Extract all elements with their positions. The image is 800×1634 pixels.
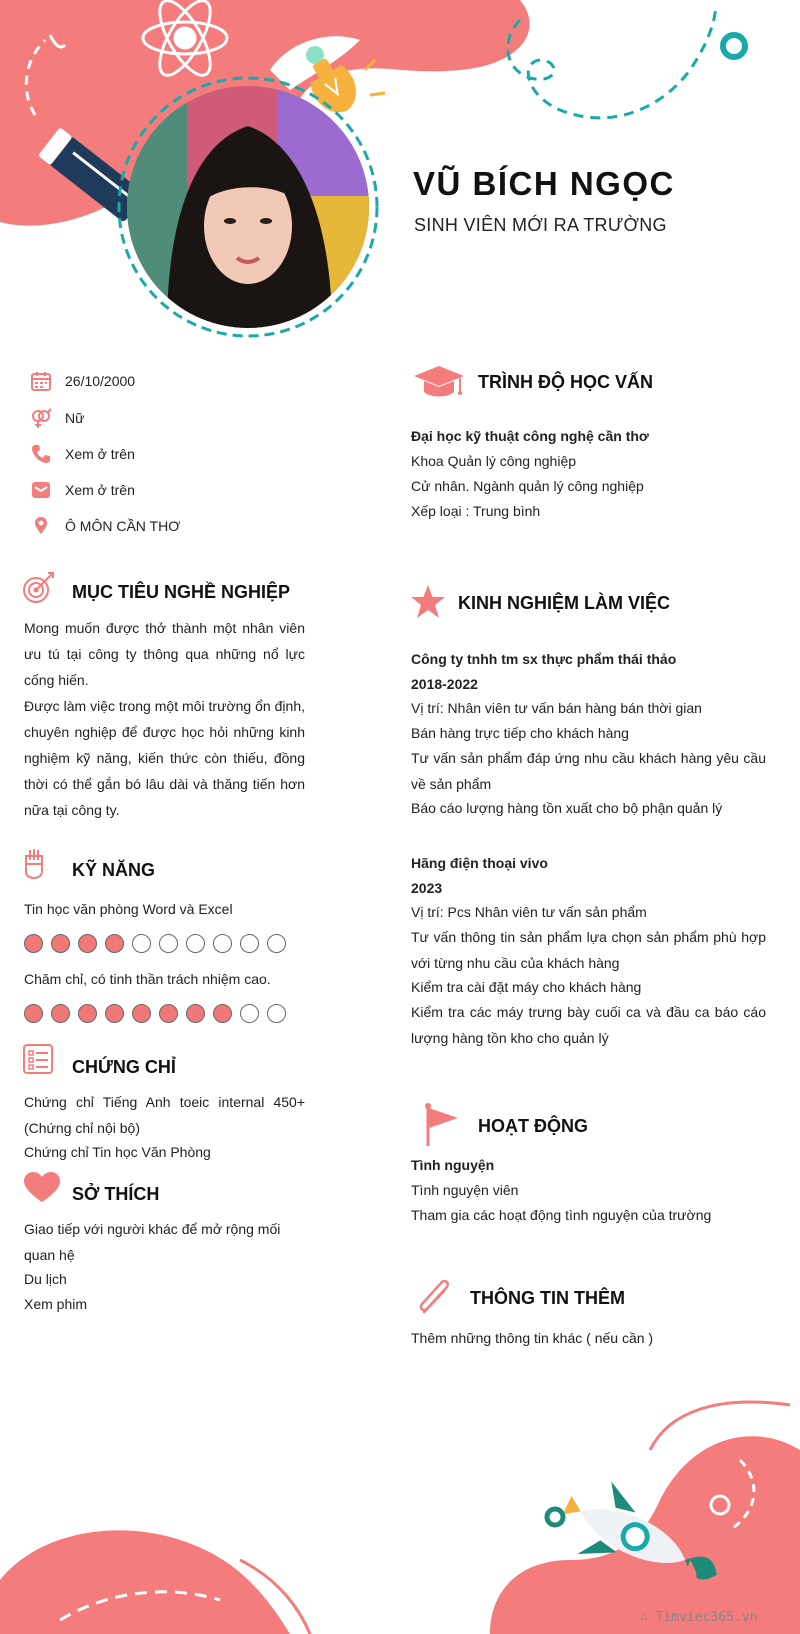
extra-text: Thêm những thông tin khác ( nếu cần ) xyxy=(411,1330,654,1346)
certificate-1: Chứng chỉ Tiếng Anh toeic internal 450+ (Chứng chỉ nội bộ) xyxy=(24,1094,305,1136)
avatar xyxy=(127,86,369,328)
activities-title: HOẠT ĐỘNG xyxy=(478,1116,588,1136)
email-icon xyxy=(30,479,52,501)
location-icon xyxy=(30,515,52,537)
rating-dot-filled xyxy=(24,1004,43,1023)
rating-dot-empty xyxy=(240,1004,259,1023)
gender-text: Nữ xyxy=(65,410,85,426)
extra-title: THÔNG TIN THÊM xyxy=(470,1288,625,1308)
calendar-icon xyxy=(30,370,52,392)
graduation-cap-icon xyxy=(412,364,466,400)
skills-title: KỸ NĂNG xyxy=(72,860,156,880)
rating-dot-empty xyxy=(159,934,178,953)
hobby-3: Xem phim xyxy=(24,1296,88,1312)
contact-gender xyxy=(30,406,85,430)
education-title: TRÌNH ĐỘ HỌC VẤN xyxy=(478,372,653,392)
paperclip-icon xyxy=(414,1278,456,1318)
skill-2-rating xyxy=(24,1004,286,1023)
checklist-icon xyxy=(22,1043,54,1075)
star-icon xyxy=(410,584,446,620)
objective-text xyxy=(24,615,305,823)
job-2-line: Tư vấn thông tin sản phẩm lựa chọn sản phẩm phù hợp với từng nhu cầu của khách hàng xyxy=(411,929,766,971)
activity-name: Tình nguyện xyxy=(411,1157,495,1173)
job-2-line: Kiểm tra các máy trưng bày cuối ca và đầu ca báo cáo lượng hàng tồn kho cho quản lý xyxy=(411,1004,766,1046)
rating-dot-filled xyxy=(78,934,97,953)
rating-dot-filled xyxy=(105,1004,124,1023)
hobbies-title: SỞ THÍCH xyxy=(72,1184,160,1204)
heart-icon xyxy=(24,1172,60,1204)
birthday-text: 26/10/2000 xyxy=(65,373,136,389)
education-grade: Xếp loại : Trung bình xyxy=(411,503,541,519)
hobby-2: Du lịch xyxy=(24,1271,67,1287)
job-2-period: 2023 xyxy=(411,880,443,896)
skill-1-name: Tin học văn phòng Word và Excel xyxy=(24,901,233,917)
watermark: ∴ Timviec365.vn xyxy=(640,1610,758,1625)
job-1-period: 2018-2022 xyxy=(411,676,478,692)
education-school: Đại học kỹ thuật công nghệ cần thơ xyxy=(411,428,649,444)
job-1-line: Vị trí: Nhân viên tư vấn bán hàng bán thời gian xyxy=(411,700,702,716)
activity-line: Tham gia các hoạt động tình nguyện của trường xyxy=(411,1207,712,1223)
contact-email xyxy=(30,478,135,502)
job-1-line: Tư vấn sản phẩm đáp ứng nhu cầu khách hàng yêu cầu về sản phẩm xyxy=(411,750,766,792)
job-1-line: Bán hàng trực tiếp cho khách hàng xyxy=(411,725,629,741)
objective-line: Được làm việc trong một môi trường ổn định, chuyên nghiệp để được học hỏi những kinh nghiệm kỹ năng, kiến thức còn thiếu, đồng thời có thể gắn bó lâu dài và thăng tiến hơn nữa tại công ty. xyxy=(24,698,305,818)
rating-dot-filled xyxy=(24,934,43,953)
rating-dot-filled xyxy=(132,1004,151,1023)
education-degree: Cử nhân. Ngành quản lý công nghiệp xyxy=(411,478,644,494)
candidate-name: VŨ BÍCH NGỌC xyxy=(413,165,675,202)
rating-dot-empty xyxy=(267,1004,286,1023)
target-icon xyxy=(22,571,56,605)
hobby-1: Giao tiếp với người khác để mở rộng mối quan hệ xyxy=(24,1221,281,1263)
objective-title: MỤC TIÊU NGHỀ NGHIỆP xyxy=(72,582,291,602)
job-2-line: Kiểm tra cài đặt máy cho khách hàng xyxy=(411,979,642,995)
portrait-illustration xyxy=(127,86,369,328)
skill-2-name: Chăm chỉ, có tinh thần trách nhiệm cao. xyxy=(24,971,271,987)
rating-dot-empty xyxy=(213,934,232,953)
objective-line: Mong muốn được thở thành một nhân viên ưu tú tại công ty thông qua những nổ lực cống hiến. xyxy=(24,620,305,688)
contact-birthday xyxy=(30,369,136,393)
candidate-role: SINH VIÊN MỚI RA TRƯỜNG xyxy=(414,215,667,235)
experience-title: KINH NGHIỆM LÀM VIỆC xyxy=(458,593,671,613)
contact-phone xyxy=(30,442,135,466)
skill-1-rating xyxy=(24,934,286,953)
rating-dot-filled xyxy=(51,1004,70,1023)
phone-text: Xem ở trên xyxy=(65,446,135,462)
email-text: Xem ở trên xyxy=(65,482,135,498)
flag-icon xyxy=(422,1102,462,1148)
rating-dot-filled xyxy=(159,1004,178,1023)
job-1-company: Công ty tnhh tm sx thực phẩm thái thảo xyxy=(411,651,677,667)
rating-dot-filled xyxy=(51,934,70,953)
rating-dot-empty xyxy=(267,934,286,953)
activity-line: Tình nguyện viên xyxy=(411,1182,519,1198)
fist-icon xyxy=(22,846,46,880)
education-faculty: Khoa Quản lý công nghiệp xyxy=(411,453,577,469)
job-1-line: Báo cáo lượng hàng tồn xuất cho bộ phận quản lý xyxy=(411,800,723,816)
rating-dot-filled xyxy=(105,934,124,953)
gender-icon xyxy=(30,407,52,429)
address-text: Ô MÔN CẦN THƠ xyxy=(65,518,181,534)
certificates-title: CHỨNG CHỈ xyxy=(72,1057,176,1077)
rating-dot-filled xyxy=(213,1004,232,1023)
certificate-2: Chứng chỉ Tin học Văn Phòng xyxy=(24,1144,211,1160)
job-2-company: Hãng điện thoại vivo xyxy=(411,855,548,871)
contact-address xyxy=(30,514,181,538)
rating-dot-empty xyxy=(240,934,259,953)
rating-dot-empty xyxy=(132,934,151,953)
job-2-line: Vị trí: Pcs Nhân viên tư vấn sản phẩm xyxy=(411,904,647,920)
phone-icon xyxy=(30,443,52,465)
rating-dot-empty xyxy=(186,934,205,953)
rating-dot-filled xyxy=(186,1004,205,1023)
rating-dot-filled xyxy=(78,1004,97,1023)
